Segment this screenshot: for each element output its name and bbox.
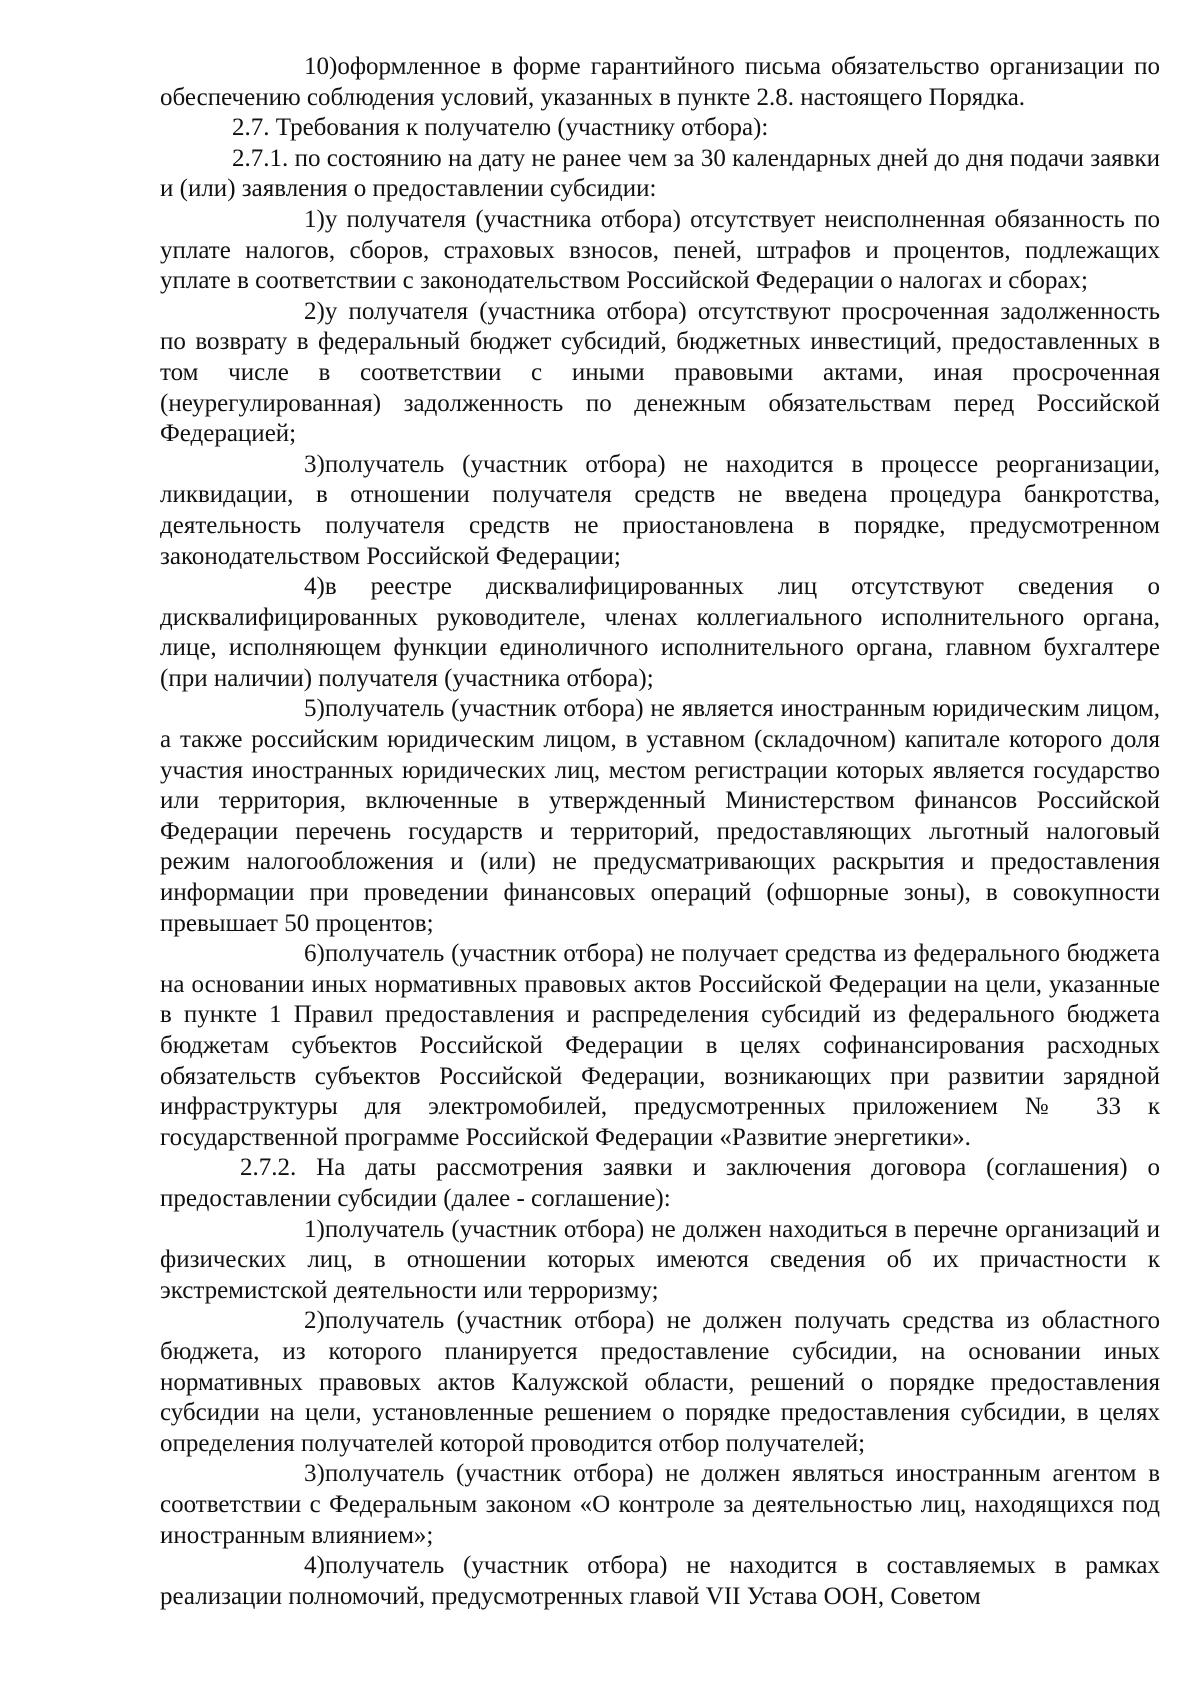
paragraph-text: 2.7.1. по состоянию на дату не ранее чем за 30 календарных дней до дня подачи заявки и (или) заявления о предоставлении субсидии: — [160, 144, 1160, 203]
section-2-7-heading — [160, 113, 1160, 144]
item-number: 6) — [304, 940, 325, 968]
item-number: 1) — [304, 205, 325, 233]
item-2-7-2-2 — [160, 1306, 1160, 1459]
paragraph-text: у получателя (участника отбора) отсутствует неисполненная обязанность по уплате налогов, сборов, страховых взносов, пеней, штрафов и процентов, подлежащих уплате в соответствии с законодательством Российской Федерации о налогах и сборах; — [160, 205, 1160, 295]
item-2-7-1-5 — [160, 694, 1160, 939]
item-number: 4) — [304, 573, 325, 601]
item-number: 3) — [304, 1460, 325, 1488]
paragraph-text: получатель (участник отбора) не получает средства из федерального бюджета на основании иных нормативных правовых актов Российской Федерации на цели, указанные в пункте 1 Правил предоставления и распределения субсидий из федерального бюджета бюджетам субъектов Российской Федерации в целях софинансирования расходных обязательств субъектов Российской Федерации, возникающих при развитии зарядной инфраструктуры для электромобилей, предусмотренных приложением № 33 к государственной программе Российской Федерации «Развитие энергетики». — [160, 940, 1160, 1151]
paragraph-10 — [160, 52, 1160, 113]
item-2-7-2-1 — [160, 1215, 1160, 1307]
paragraph-text: оформленное в форме гарантийного письма обязательство организации по обеспечению соблюдения условий, указанных в пункте 2.8. настоящего Порядка. — [160, 53, 1160, 111]
paragraph-text: у получателя (участника отбора) отсутствуют просроченная задолженность по возврату в федеральный бюджет субсидий, бюджетных инвестиций, предоставленных в том числе в соответствии с иными правовыми актами, иная просроченная (неурегулированная) задолженность по денежным обязательствам перед Российской Федерацией; — [160, 297, 1160, 448]
item-number: 2) — [304, 1307, 325, 1335]
paragraph-text: получатель (участник отбора) не находится в составляемых в рамках реализации полномочий, предусмотренных главой VII Устава ООН, Советом — [160, 1552, 1160, 1610]
paragraph-text: в реестре дисквалифицированных лиц отсутствуют сведения о дисквалифицированных руководителе, членах коллегиального исполнительного органа, лице, исполняющем функции единоличного исполнительного органа, главном бухгалтере (при наличии) получателя (участника отбора); — [160, 573, 1160, 692]
paragraph-text: получатель (участник отбора) не является иностранным юридическим лицом, а также российским юридическим лицом, в уставном (складочном) капитале которого доля участия иностранных юридических лиц, местом регистрации которых является государство или территория, включенные в утвержденный Министерством финансов Российской Федерации перечень государств и территорий, предоставляющих льготный налоговый режим налогообложения и (или) не предусматривающих раскрытия и предоставления информации при проведении финансовых операций (офшорные зоны), в совокупности превышает 50 процентов; — [160, 695, 1160, 937]
item-number: 5) — [304, 695, 325, 723]
item-2-7-1-4 — [160, 572, 1160, 694]
item-2-7-1-1 — [160, 205, 1160, 297]
item-number: 4) — [304, 1552, 325, 1580]
item-2-7-1-6 — [160, 939, 1160, 1153]
paragraph-text: 2.7. Требования к получателю (участнику отбора): — [232, 114, 769, 142]
item-2-7-1-2 — [160, 297, 1160, 450]
item-number: 10) — [304, 53, 338, 80]
paragraph-text: получатель (участник отбора) не должен являться иностранным агентом в соответствии с Федеральным законом «О контроле за деятельностью лиц, находящихся под иностранным влиянием»; — [160, 1460, 1160, 1549]
section-2-7-2 — [160, 1153, 1160, 1214]
paragraph-text: получатель (участник отбора) не должен находиться в перечне организаций и физических лиц, в отношении которых имеются сведения об их причастности к экстремистской деятельности или терроризму; — [160, 1215, 1160, 1304]
section-2-7-1 — [160, 144, 1160, 205]
item-2-7-1-3 — [160, 450, 1160, 572]
document-body — [160, 52, 1160, 1612]
item-number: 3) — [304, 450, 325, 478]
item-2-7-2-3 — [160, 1459, 1160, 1551]
item-number: 1) — [304, 1215, 325, 1243]
item-2-7-2-4 — [160, 1551, 1160, 1612]
paragraph-text: получатель (участник отбора) не находится в процессе реорганизации, ликвидации, в отношении получателя средств не введена процедура банкротства, деятельность получателя средств не приостановлена в порядке, предусмотренном законодательством Российской Федерации; — [160, 450, 1160, 570]
paragraph-text: получатель (участник отбора) не должен получать средства из областного бюджета, из которого планируется предоставление субсидии, на основании иных нормативных правовых актов Калужской области, решений о порядке предоставления субсидии на цели, установленные решением о порядке предоставления субсидии, в целях определения получателей которой проводится отбор получателей; — [160, 1307, 1160, 1457]
paragraph-text: 2.7.2. На даты рассмотрения заявки и заключения договора (соглашения) о предоставлении субсидии (далее - соглашение): — [160, 1154, 1160, 1212]
item-number: 2) — [304, 297, 325, 325]
